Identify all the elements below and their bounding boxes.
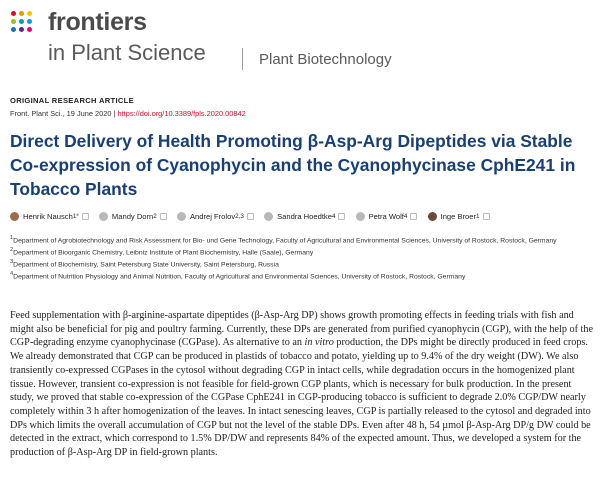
logo-dot [11,19,16,24]
author-sup: 2,3 [235,213,244,220]
author[interactable] [99,212,167,221]
author-avatar-icon [10,212,19,221]
abstract-part-1: Feed supplementation with β-arginine-aspartate dipeptides (β-Asp-Arg DP) shows growth promoting effects in feeding trials with fish and might also be beneficial for pig and poultry farming. Currently, these DPs are generated from purified cyanophycin (CGP), with the help of the CGP-degrading enzyme cyanophycinase (CGPase). As alternative to an [10,310,593,349]
brand-name[interactable]: frontiers [48,8,147,36]
affiliation-num: 1 [10,235,14,241]
author[interactable] [428,212,490,221]
abstract-part-2: production, the DPs might be directly produced in feed crops. We already demonstrated that CGP can be produced in plastids of tobacco and potato, yielding up to 9.4% of the dry weight (DW). We also transiently co-expressed CGPases in the cytosol without degrading CGP in intact cells, while degradation occurs in the homogenized plant tissue. However, transient co-expression is not feasible for field-grown CGP plants, which is necessary for bulk production. In the present study, we proved that stable co-expression of the CGPase CphE241 in CGP-producing tobacco is sufficient to degrade 2.0% CGP/DW nearly completely within 3 h after homogenization of the leaves. In intact senescing leaves, CGP is partially released to the cytosol and degraded into DPs which limits the overall accumulation of CGP but not the level of the stable DPs. Even after 48 h, 54 µmol β-Asp-Arg DP/g DW could be detected in the extract, which correspond to 1.5% DP/DW and represents 84% of the expected amount. Thus, we developed a system for the production of β-Asp-Arg DP in field-grown plants. [10,337,591,459]
author[interactable] [264,212,345,221]
author-avatar-icon [356,212,365,221]
affiliation-text: Department of Bioorganic Chemistry, Leibniz Institute of Plant Biochemistry, Halle (Saale), Germany [13,249,314,257]
author-avatar-icon [99,212,108,221]
frontiers-logo-icon[interactable] [10,10,42,40]
orcid-icon[interactable] [338,213,345,220]
author-avatar-icon [264,212,273,221]
logo-dot [19,19,24,24]
article-type: ORIGINAL RESEARCH ARTICLE [10,96,134,105]
affiliation-num: 2 [10,246,14,253]
logo-dot [27,11,32,16]
article-title: Direct Delivery of Health Promoting β-Asp-Arg Dipeptides via Stable Co-expression of Cyanophycin and the Cyanophycinase CphE241 in Tobacco Plants [10,131,576,199]
author-sup: 4 [331,213,336,220]
author-name[interactable]: Andrej Frolov [189,212,236,221]
author-name[interactable]: Mandy Dorn [111,212,154,221]
author-sup: 1 [476,213,480,220]
orcid-icon[interactable] [483,213,490,220]
logo-dot [11,11,16,16]
author-sup: 4 [403,213,408,220]
author-sup: 2 [153,213,157,220]
logo-dot [27,27,32,32]
header-divider [242,48,243,70]
logo-dot [19,11,24,16]
orcid-icon[interactable] [160,213,167,220]
author-avatar-icon [177,212,186,221]
affiliation-text: Department of Biochemistry, Saint Petersburg State University, Saint Petersburg, Russia [13,260,279,268]
section-name[interactable]: Plant Biotechnology [259,51,392,68]
author[interactable] [177,212,254,221]
abstract-italic: in vitro [304,337,334,349]
affiliation-num: 3 [10,258,14,265]
affiliation [10,270,595,282]
affiliation-num: 4 [10,270,14,277]
affiliation-text: Department of Nutrition Physiology and Animal Nutrition, Faculty of Agricultural and Environmental Sciences, University of Rostock, Rostock, Germany [13,272,466,280]
affiliation [10,234,595,246]
abstract [10,309,594,460]
author-sup: 1* [72,213,79,220]
citation-text: Front. Plant Sci., 19 June 2020 | [10,109,118,118]
logo-dot [27,19,32,24]
journal-name[interactable]: in Plant Science [48,40,206,65]
orcid-icon[interactable] [410,213,417,220]
doi-link[interactable]: https://doi.org/10.3389/fpls.2020.00842 [117,109,246,118]
author-list [10,212,498,223]
author[interactable] [356,212,418,221]
logo-dot [11,27,16,32]
author-name[interactable]: Inge Broer [440,212,477,221]
journal-header [10,10,590,70]
author-name[interactable]: Petra Wolf [368,212,404,221]
affiliation [10,258,595,270]
citation-line [10,109,246,118]
affiliation [10,246,595,258]
author-name[interactable]: Sandra Hoedtke [277,212,332,221]
orcid-icon[interactable] [247,213,254,220]
author-avatar-icon [428,212,437,221]
orcid-icon[interactable] [82,213,89,220]
author[interactable] [10,212,89,221]
affiliations [10,234,595,281]
affiliation-text: Department of Agrobiotechnology and Risk Assessment for Bio- und Gene Technology, Faculty of Agricultural and Environmental Sciences, University of Rostock, Rostock, Germany [13,237,557,245]
author-name[interactable]: Henrik Nausch [23,212,73,221]
logo-dot [19,27,24,32]
